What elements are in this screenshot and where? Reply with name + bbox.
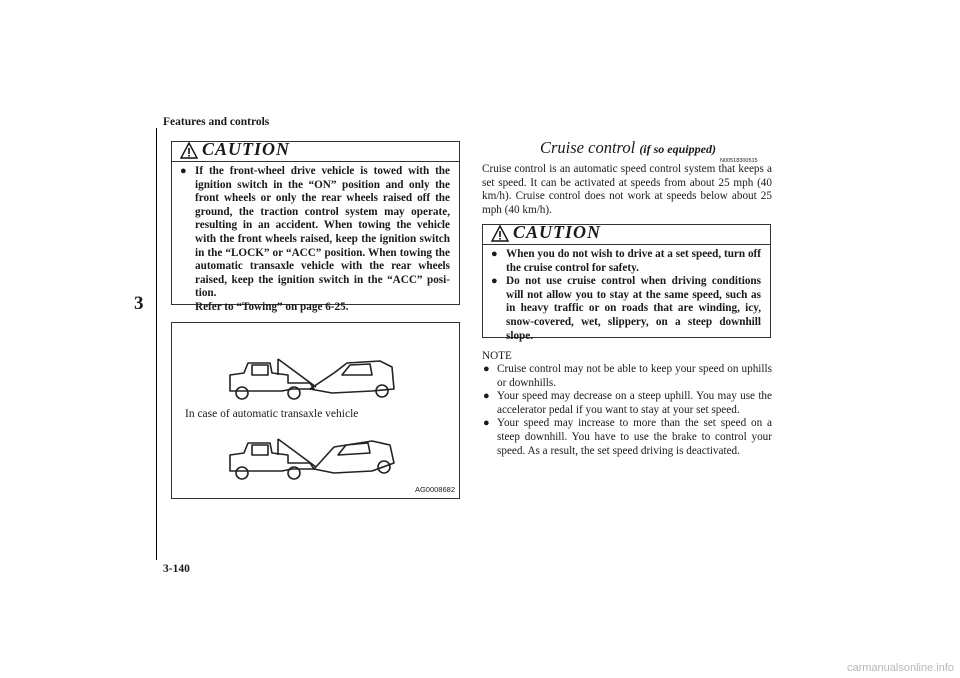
figure-label: In case of automatic transaxle vehicle [185, 408, 359, 420]
side-rule [156, 128, 157, 560]
bullet-icon: ● [180, 165, 187, 177]
page-number: 3-140 [163, 563, 190, 575]
caution-header [172, 139, 459, 162]
warning-triangle-icon [491, 225, 509, 242]
section-title-main: Cruise control [540, 138, 636, 157]
section-title-suffix: (if so equipped) [639, 142, 716, 156]
note-item-text: Cruise control may not be able to keep your speed on uphills or downhills. [497, 363, 772, 389]
caution-item-text: Do not use cruise control when driving conditions will not allow you to stay at the same speed, such as in heavy traffic or on roads that are winding, icy, snow-covered, wet, slippery, on a steep downhill slope. [506, 275, 761, 342]
caution-item-text: If the front-wheel drive vehicle is towed with the ignition switch in the “ON” position and only the front wheels or only the rear wheels raised off the ground, the traction control system may operate, resulting in an accident. When towing the vehicle with the front wheels raised, keep the ignition switch in the “LOCK” or “ACC” position. When towing the automatic transaxle vehicle with the rear wheels raised, keep the ignition switch in the “ACC” posi-tion. Refer to “Towing” on page 6-25. [195, 165, 450, 313]
towing-figure [171, 322, 460, 499]
caution-item [491, 275, 761, 343]
caution-item-text: When you do not wish to drive at a set speed, turn off the cruise control for safety. [506, 248, 761, 274]
footer-url[interactable]: carmanualsonline.info [846, 662, 954, 674]
caution-item [180, 165, 450, 315]
figure-code: AG0008682 [414, 485, 455, 494]
caution-list [172, 162, 459, 319]
note-label: NOTE [482, 350, 512, 362]
bullet-icon: ● [483, 363, 490, 375]
bullet-icon: ● [483, 390, 490, 403]
bullet-icon: ● [491, 248, 498, 260]
tow-truck-icon [222, 433, 397, 483]
caution-item [491, 248, 761, 275]
bullet-icon: ● [491, 275, 498, 288]
caution-label: CAUTION [202, 139, 291, 159]
note-item-text: Your speed may increase to more than the set speed on a steep downhill. You have to use the brake to control your speed. As a result, the set speed driving is deactivated. [497, 417, 772, 457]
note-item [482, 390, 772, 417]
note-item-text: Your speed may decrease on a steep uphill. You may use the accelerator pedal if you want to stay at your set speed. [497, 390, 772, 416]
caution-list [483, 245, 770, 347]
caution-label: CAUTION [513, 222, 602, 242]
caution-header [483, 222, 770, 245]
note-list [482, 363, 772, 458]
section-code: N00518300515 [720, 158, 758, 164]
caution-box-towing [171, 139, 460, 313]
warning-triangle-icon [180, 142, 198, 159]
bullet-icon: ● [483, 417, 490, 430]
tow-truck-icon [222, 353, 397, 403]
section-body: Cruise control is an automatic speed control system that keeps a set speed. It can be activated at speeds from about 25 mph (40 km/h). Cruise control does not work at speeds below about 25 mph (40 km/h). [482, 163, 772, 216]
caution-box-cruise [482, 222, 771, 342]
note-item [482, 417, 772, 458]
chapter-tab: 3 [134, 293, 144, 314]
header-title: Features and controls [163, 116, 270, 128]
section-title [540, 138, 716, 158]
note-item [482, 363, 772, 390]
